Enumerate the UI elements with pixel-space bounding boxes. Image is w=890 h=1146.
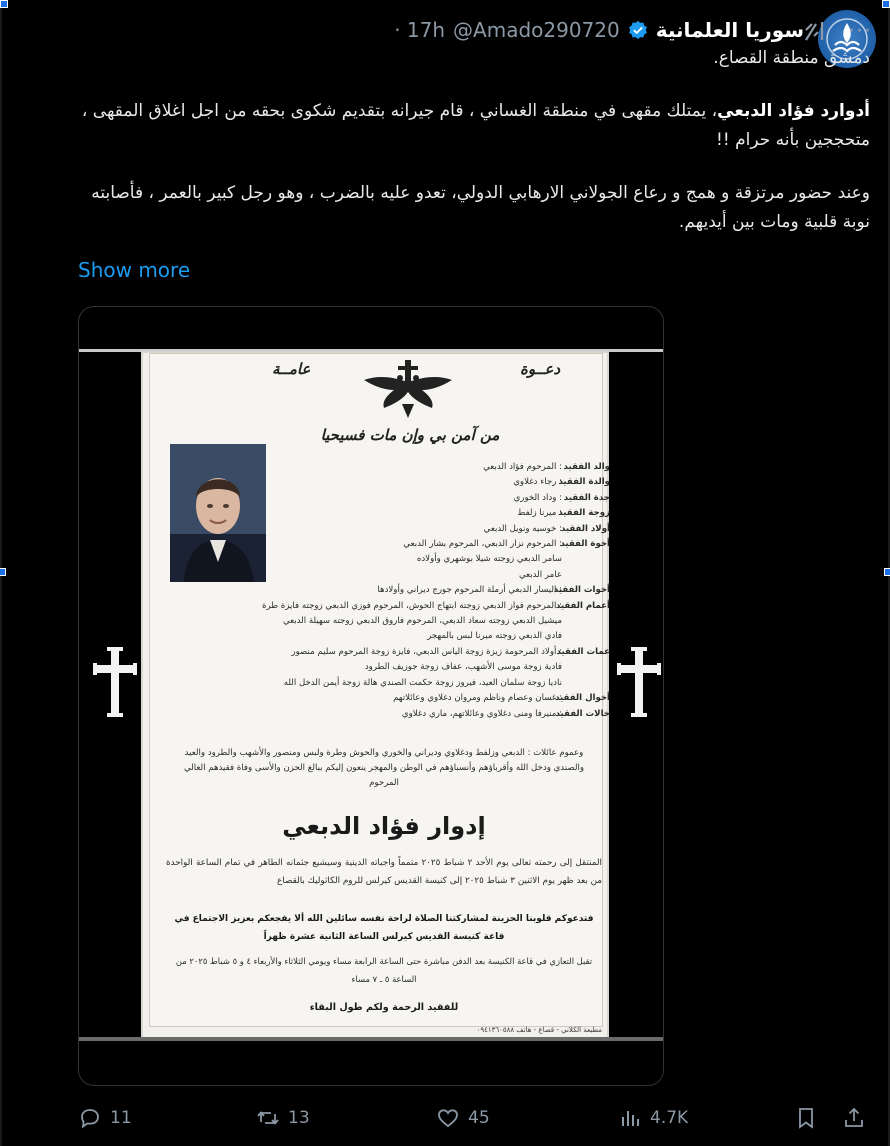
- deceased-photo: [170, 444, 266, 582]
- kin-row: عامر الدبعي: [518, 569, 562, 580]
- obituary-notice: [141, 351, 609, 1041]
- double-headed-eagle-icon: [360, 360, 456, 420]
- kin-row: جدة الفقيد : وداد الخوري: [513, 492, 610, 503]
- funeral-announcement: المنتقل إلى رحمته تعالى يوم الأحد ٢ شباط ٢٠٢٥ متمماً واجباته الدينية وسيشيع جثمانه الطاهر في تمام الساعة الواحدة من بعد ظهر يوم الاثنين ٣ شباط ٢٠٢٥ إلى كنيسة القديس كيرلس للروم الكاثوليك بالقصاع: [166, 858, 602, 886]
- tweet-media-image[interactable]: [78, 306, 664, 1086]
- kin-row: والدة الفقيد : رجاء دغلاوي: [513, 477, 610, 488]
- repost-count: 13: [288, 1108, 310, 1128]
- kin-row: أولاد الفقيد : خوسيه ونويل الدبعي: [483, 523, 610, 534]
- kin-row: ناديا زوجة سلمان العيد، فيروز زوجة حكمت الصندي هالة زوجة أيمن الدخل الله: [283, 677, 562, 688]
- tweet-paragraph-2: [76, 97, 870, 155]
- resize-handle-right[interactable]: [884, 568, 890, 576]
- tweet-paragraph-3: وعند حضور مرتزقة و همج و رعاع الجولاني الارهابي الدولي، تعدو عليه بالضرب ، وهو رجل كبير بالعمر ، فأصابته نوبة قلبية ومات بين أيديهم.: [91, 183, 870, 232]
- post-time[interactable]: · 17h: [394, 18, 446, 42]
- share-button[interactable]: [842, 1106, 866, 1130]
- reply-icon: [78, 1106, 102, 1130]
- notice-word-public: عامــة: [272, 360, 311, 378]
- views-button[interactable]: [618, 1106, 688, 1130]
- condolences-schedule: تقبل التعازي في قاعة الكنيسة بعد الدفن مباشرة حتى الساعة الرابعة مساء ويومي الثلاثاء والأربعاء ٤ و ٥ شباط ٢٠٢٥ من الساعة ٥ ـ ٧ مساء: [175, 956, 593, 984]
- kin-row: أخوال الفقيد : غسان وعصام وناظم ومروان دغلاوي وعائلاتهم: [393, 693, 610, 704]
- verified-badge-icon: [628, 20, 648, 40]
- like-count: 45: [468, 1108, 490, 1128]
- grok-icon[interactable]: [802, 18, 828, 44]
- tweet-bold-name: أدوارد فؤاد الدبعي: [717, 101, 870, 121]
- reply-count: 11: [110, 1108, 132, 1128]
- kin-list: [261, 460, 610, 722]
- heart-icon: [436, 1106, 460, 1130]
- tweet-paragraph-2-rest: ، يمتلك مقهى في منطقة الغساني ، قام جيرانه بتقديم شكوى بحقه من اجل اغلاق المقهى ، متحججين بأنه حرام !!: [81, 101, 870, 150]
- kin-row: خالات الفقيد : منيرفا ومنى دغلاوي وعائلاتهم، ماري دغلاوي: [401, 708, 610, 719]
- kin-row: فادي الدبعي زوجته ميرنا لبس بالمهجر: [427, 631, 562, 642]
- views-icon: [618, 1106, 642, 1130]
- display-name[interactable]: سوريا العلمانية: [655, 18, 804, 42]
- show-more-link[interactable]: Show more: [78, 258, 191, 282]
- author-row: [394, 18, 804, 42]
- kin-row: سامر الدبعي زوجته شيلا بوشهري وأولاده: [416, 554, 562, 565]
- resize-handle-top-right[interactable]: [882, 0, 890, 8]
- kin-row: زوجة الفقيد : ميرنا زلفط: [517, 508, 610, 519]
- share-icon: [842, 1106, 866, 1130]
- like-button[interactable]: [436, 1106, 490, 1130]
- bookmark-button[interactable]: [794, 1106, 818, 1130]
- closing-line: للفقيد الرحمة ولكم طول البقاء: [309, 1002, 459, 1013]
- kin-row: أخوات الفقيد : اليسار الدبعي أرملة المرحوم جورج ديراني وأولادها: [377, 585, 610, 596]
- tweet-text: [76, 44, 870, 237]
- tweet-action-bar: [78, 1100, 870, 1140]
- tweet-line-1: دمشق منطقة القصاع.: [713, 48, 870, 68]
- newspaper-bottom-edge: [79, 1037, 663, 1041]
- prayer-invitation: فتدعوكم قلوبنا الحزينة لمشاركتنا الصلاة لراحة نفسه سائلين الله ألا يفجعكم بعزيز الاجتماع في قاعة كنيسة القديس كيرلس الساعة الثانية عشرة ظهراً: [174, 914, 594, 942]
- resize-handle-left[interactable]: [0, 568, 6, 576]
- view-count: 4.7K: [650, 1108, 689, 1128]
- cross-icon: [617, 647, 661, 717]
- families-paragraph: وعموم عائلات : الدبعي وزلفط ودغلاوي وديراني والخوري والحوش وطرة ولبس ومنصور والأشهب والطرود والعيد والصندي ودخل الله وأقرباؤهم وأنسباؤهم في الوطن والمهجر ينعون إليكم ببالغ الحزن والأسى وفاة فقيدهم الغالي المرحوم: [183, 748, 585, 788]
- notice-word-invitation: دعــوة: [520, 360, 561, 378]
- kin-row: أخوة الفقيد : المرحوم نزار الدبعي، المرحوم بشار الدبعي: [403, 539, 610, 550]
- kin-row: عمات الفقيد : أولاد المرحومة زيزة زوجة الياس الدبعي، فايزة زوجة المرحوم سليم منصور: [291, 646, 610, 657]
- deceased-name: إدوار فؤاد الدبعي: [282, 812, 486, 840]
- notice-verse: من آمن بي وإن مات فسيحيا: [320, 426, 500, 444]
- resize-handle-top-left[interactable]: [0, 0, 8, 8]
- repost-button[interactable]: [256, 1106, 310, 1130]
- header-actions: [802, 18, 872, 44]
- kin-row: فادية زوجة موسى الأشهب، عفاف زوجة جوزيف الطرود: [364, 662, 562, 673]
- obituary-border: [149, 353, 610, 1034]
- kin-row: ميشيل الدبعي زوجته سعاد الدبعي، المرحوم فاروق الدبعي زوجته سهيلة الدبعي: [282, 616, 562, 627]
- kin-row: والد الفقيد : المرحوم فؤاد الدبعي: [483, 462, 610, 472]
- printer-credit: مطبعة الكلاني - قصاع - هاتف ٠٩٤١٣٦٠٥٨٨: [476, 1026, 602, 1034]
- repost-icon: [256, 1106, 280, 1130]
- reply-button[interactable]: [78, 1106, 132, 1130]
- bookmark-icon: [794, 1106, 818, 1130]
- cross-icon: [93, 647, 137, 717]
- portrait-image: [170, 444, 266, 582]
- kin-row: أعمام الفقيد : المرحوم فواز الدبعي زوجته ابتهاج الحوش، المرحوم فوزي الدبعي زوجته فايزة طرة: [261, 600, 610, 611]
- more-icon[interactable]: ···: [848, 18, 872, 44]
- author-handle[interactable]: @Amado290720: [453, 18, 620, 42]
